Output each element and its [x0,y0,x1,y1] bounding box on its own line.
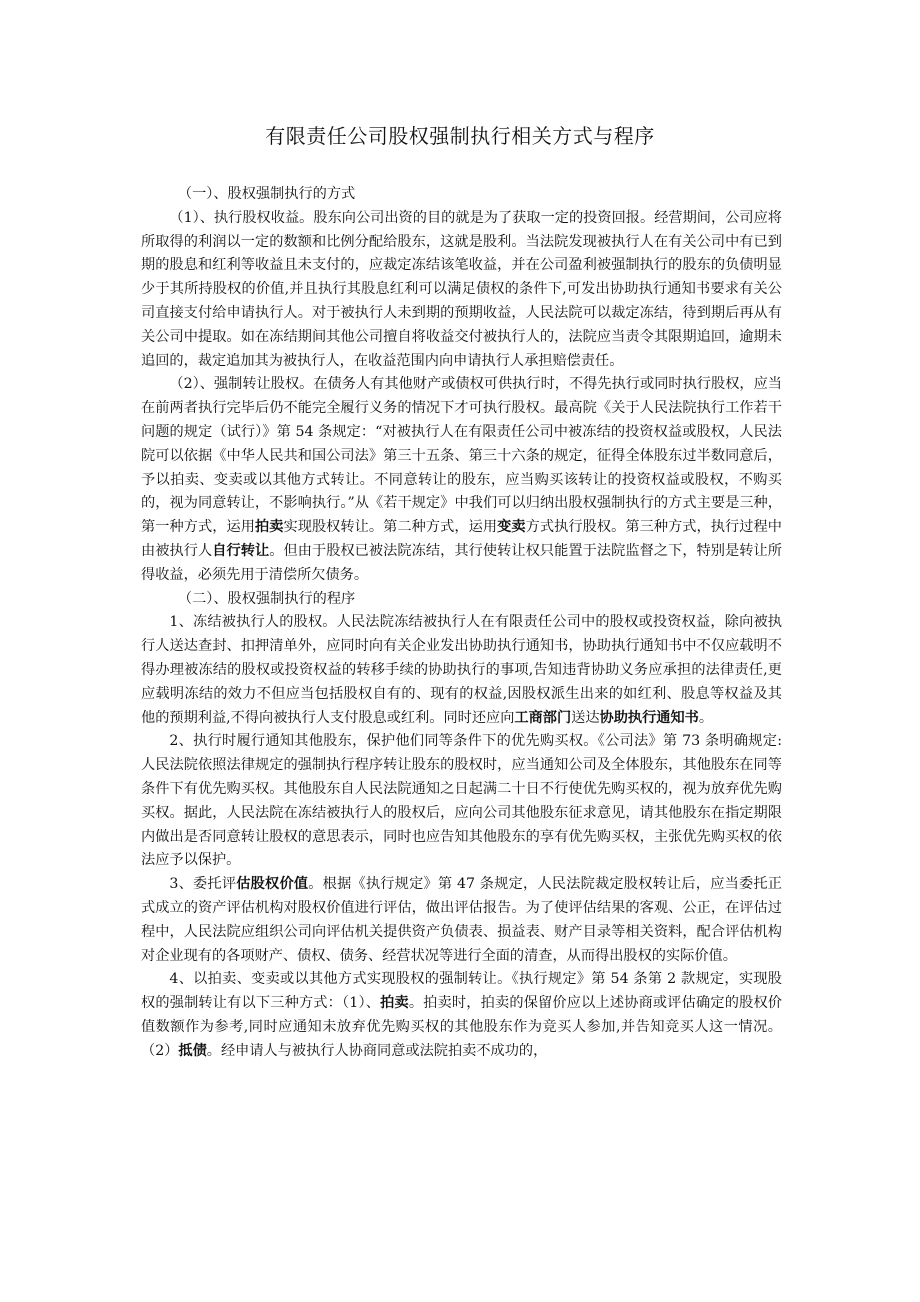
bold-term-assist-notice: 协助执行通知书 [599,709,699,726]
bold-term-offset-debt: 抵债 [178,1042,207,1059]
document-title: 有限责任公司股权强制执行相关方式与程序 [265,124,655,148]
paragraph-text: 。经申请人与被执行人协商同意或法院拍卖不成功的， [206,1042,548,1059]
paragraph-text: 。拍卖时，拍卖的保留价应以上述协商或评估确定的股权价值数额作为参考,同时应通知未放弃优先购买权的其他股东作为竞买人参加,并告知竞买人这一情况。（2） [141,995,782,1059]
bold-term-self-transfer: 自行转让 [212,542,270,559]
paragraph-text: 。 [698,709,714,726]
paragraph-text: 4、以拍卖、变卖或以其他方式实现股权的强制转让。《执行规定》第 54 条第 2 款规定，实现股权的强制转让有以下三种方式：（1）、 [141,971,782,1012]
document-body [141,183,782,1063]
paragraph-text: 实现股权转让。第二种方式，运用 [283,519,498,536]
paragraph-forced-transfer [141,373,782,587]
paragraph-text: 送达 [571,709,600,726]
bold-term-auction: 拍卖 [254,519,284,536]
paragraph-text: 1、冻结被执行人的股权。人民法院冻结被执行人在有限责任公司中的股权或投资权益，除向被执行人送达查封、扣押清单外，应同时向有关企业发出协助执行通知书，协助执行通知书中不仅应载明不得办理被冻结的股权或投资权益的转移手续的协助执行的事项,告知违背协助义务应承担的法律责任,更应载明冻结的效力不但应当包括股权自有的、现有的权益,因股权派生出来的如红利、股息等权益及其他的预期利益,不得向被执行人支付股息或红利。同时还应向 [141,614,782,726]
paragraph-text: 3、委托评 [169,876,237,893]
paragraph-text: 。但由于股权已被法院冻结，其行使转让权只能置于法院监督之下，特别是转让所得收益，必须先用于清偿所欠债务。 [141,542,782,583]
paragraph-compulsory-transfer [141,968,782,1063]
bold-term-valuation: 估股权价值 [236,876,309,893]
paragraph-freeze-equity [141,611,782,730]
paragraph-text: 。根据《执行规定》第 47 条规定，人民法院裁定股权转让后，应当委托正式成立的资产评估机构对股权价值进行评估，做出评估报告。为了使评估结果的客观、公正，在评估过程中，人民法院应组织公司向评估机关提供资产负债表、损益表、财产目录等相关资料，配合评估机构对企业现有的各项财产、债权、债务、经营状况等进行全面的清查，从而得出股权的实际价值。 [141,876,782,964]
paragraph-notify-shareholders: 2、执行时履行通知其他股东，保护他们同等条件下的优先购买权。《公司法》第 73 条明确规定: 人民法院依照法律规定的强制执行程序转让股东的股权时，应当通知公司及全体股东，其他股东在同等条件下有优先购买权。其他股东自人民法院通知之日起满二十日不行使优先购买权的，视为放弃优先购买权。据此，人民法院在冻结被执行人的股权后，应向公司其他股东征求意见，请其他股东在指定期限内做出是否同意转让股权的意思表示，同时也应告知其他股东的享有优先购买权，主张优先购买权的依法应予以保护。 [141,733,782,869]
paragraph-equity-income: （1）、执行股权收益。股东向公司出资的目的就是为了获取一定的投资回报。经营期间，公司应将所取得的利润以一定的数额和比例分配给股东，这就是股利。当法院发现被执行人在有关公司中有已到期的股息和红利等收益且未支付的，应裁定冻结该笔收益，并在公司盈利被强制执行的股东的负债明显少于其所持股权的价值,并且执行其股息红利可以满足债权的条件下,可发出协助执行通知书要求有关公司直接支付给申请执行人。对于被执行人未到期的预期收益，人民法院可以裁定冻结，待到期后再从有关公司中提取。如在冻结期间其他公司擅自将收益交付被执行人的，法院应当责令其限期追回，逾期未追回的，裁定追加其为被执行人，在收益范围内向申请执行人承担赔偿责任。 [141,209,782,369]
paragraph-text: 方式执行股权。第三种方式，执行过程中由被执行人 [141,519,782,559]
section-heading-procedure: （二）、股权强制执行的程序 [177,590,356,607]
paragraph-valuation [141,873,782,968]
bold-term-sale: 变卖 [497,519,526,536]
paragraph-text: （2）、强制转让股权。在债务人有其他财产或债权可供执行时，不得先执行或同时执行股权，应当在前两者执行完毕后仍不能完全履行义务的情况下才可执行股权。最高院《关于人民法院执行工作若干问题的规定（试行）》第 54 条规定：“对被执行人在有限责任公司中被冻结的投资权益或股权，人民法院可以依据《中华人民共和国公司法》第三十五条、第三十六条的规定，征得全体股东过半数同意后，予以拍卖、变卖或以其他方式转让。不同意转让的股东，应当购买该转让的投资权益或股权，不购买的，视为同意转让，不影响执行。”从《若干规定》中我们可以归纳出股权强制执行的方式主要是三种，第一种方式，运用 [141,376,782,536]
bold-term-auction-2: 拍卖 [380,995,409,1012]
bold-term-commerce-dept: 工商部门 [514,709,572,726]
section-heading-methods: （一）、股权强制执行的方式 [177,186,356,202]
